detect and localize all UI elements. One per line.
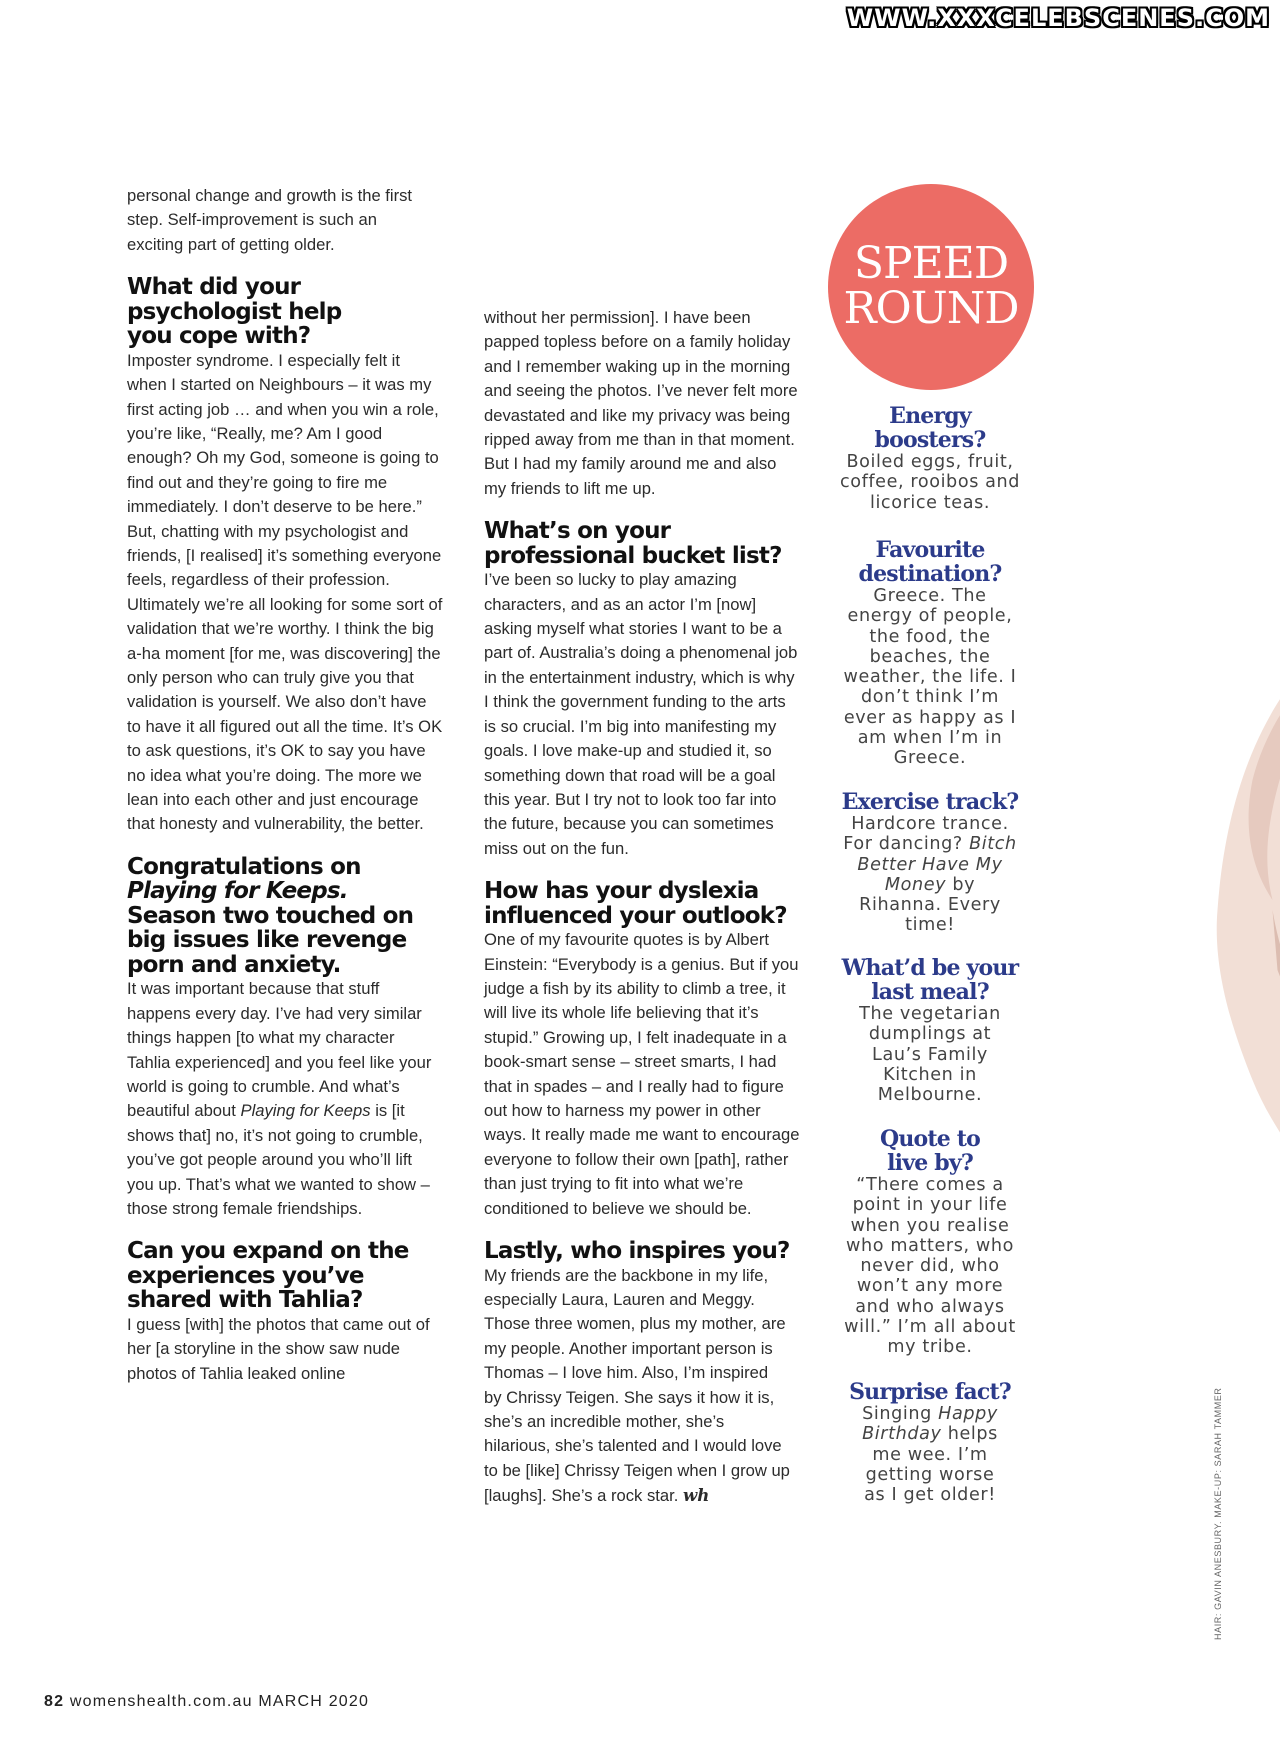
intro-paragraph: personal change and growth is the first step. Self-improvement is such an exciting part of getting older. xyxy=(127,186,413,254)
page-number: 82 xyxy=(44,1693,65,1710)
speed-round-item xyxy=(830,404,1030,513)
photo-credit: HAIR: GAVIN ANESBURY. MAKE-UP: SARAH TAMMER xyxy=(1213,1387,1223,1640)
answer-paragraph: One of my favourite quotes is by Albert Einstein: “Everybody is a genius. But if you judge a fish by its ability to climb a tree, it will live its whole life believing that it’s stupid.” Growing up, I felt inadequate in a book-smart sense – street smarts, I had that in spades – and I really had to figure out how to harness my power in other ways. It really made me want to encourage everyone to follow their own [path], rather than just trying to fit into what we’re conditioned to believe we should be. xyxy=(484,930,800,1218)
speed-round-question: Surprise fact? xyxy=(849,1379,1011,1405)
speed-round-title: ROUND xyxy=(843,283,1019,334)
watermark: WWW.XXXCELEBSCENES.COM xyxy=(846,4,1270,32)
question-heading: What’s on your professional bucket list? xyxy=(484,518,782,569)
question-heading xyxy=(127,855,427,978)
answer-text: Singing xyxy=(862,1404,932,1424)
answer-text: My friends are the backbone in my life, especially Laura, Lauren and Meggy. Those three women, plus my mother, are my people. Another important person is Thomas – I love him. Also, I’m inspired by Chrissy Teigen. She says it how it is, she’s an incredible mother, she’s hilarious, she’s talented and I would love to be [like] Chrissy Teigen when I grow up [laughs]. She’s a rock star. xyxy=(484,1265,790,1506)
answer-paragraph: I’ve been so lucky to play amazing characters, and as an actor I’m [now] asking myself what stories I want to be a part of. Australia’s doing a phenomenal job in the entertainment industry, which is why I think the government funding to the arts is so crucial. I’m big into manifesting my goals. I love make-up and studied it, so something down that road will be a goal this year. But I try not to look too far into the future, because you can sometimes miss out on the fun. xyxy=(484,570,798,858)
answer-text: by Rihanna. Every time! xyxy=(859,874,1001,936)
speed-round-answer: Boiled eggs, fruit, coffee, rooibos and licorice teas. xyxy=(839,452,1021,513)
song-title: Happy Birthday xyxy=(862,1404,998,1445)
question-heading: What did your psychologist help you cope with? xyxy=(127,274,342,350)
speed-round-question: Exercise track? xyxy=(841,789,1019,815)
speed-round-answer: Greece. The energy of people, the food, the beaches, the weather, the life. I don’t think I’m ever as happy as I am when I’m in Greece. xyxy=(843,586,1017,769)
sign-off-logo: wh xyxy=(682,1485,710,1506)
question-heading: Lastly, who inspires you? xyxy=(484,1238,790,1264)
question-heading: How has your dyslexia influenced your outlook? xyxy=(484,878,787,929)
answer-paragraph: without her permission]. I have been papped topless before on a family holiday and I remember waking up in the morning and seeing the photos. I’ve never felt more devastated and like my privacy was being ripped away from me than in that moment. But I had my family around me and also my friends to lift me up. xyxy=(484,308,798,498)
answer-text: It was important because that stuff happens every day. I’ve had very similar things happen [to what my character Tahlia experienced] and you feel like your world is going to crumble. And what’s beautiful about xyxy=(127,979,432,1121)
answer-text: helps me wee. I’m getting worse as I get older! xyxy=(864,1424,998,1506)
speed-round-question: Energy boosters? xyxy=(874,403,986,453)
question-heading: Can you expand on the experiences you’ve shared with Tahlia? xyxy=(127,1238,409,1314)
speed-round-item xyxy=(830,790,1030,936)
answer-paragraph: I guess [with] the photos that came out of her [a storyline in the show saw nude photos of Tahlia leaked online xyxy=(127,1314,430,1383)
song-title: Bitch Better Have My Money xyxy=(857,834,1017,895)
show-title: Playing for Keeps xyxy=(240,1101,371,1121)
answer-text: Hardcore trance. For dancing? xyxy=(843,814,1009,855)
speed-round-question: Quote to live by? xyxy=(879,1126,981,1176)
answer-paragraph xyxy=(484,1264,790,1509)
answer-paragraph xyxy=(127,349,443,837)
answer-text: is [it shows that] no, it’s not going to crumble, you’ve got people around you who’ll lift you up. That’s what we wanted to show – those strong female friendships. xyxy=(127,1101,430,1218)
question-text: Season two touched on big issues like revenge porn and anxiety. xyxy=(127,902,414,978)
answer-paragraph xyxy=(127,977,437,1221)
speed-round-item xyxy=(830,1127,1030,1358)
speed-round-question: What’d be your last meal? xyxy=(841,955,1019,1005)
speed-round-answer: “There comes a point in your life when you realise who matters, who never did, who won’t any more and who always will.” I’m all about my tribe. xyxy=(844,1175,1016,1358)
show-title: Playing for Keeps. xyxy=(127,878,348,905)
article-column-middle xyxy=(484,306,804,1509)
speed-round-item xyxy=(830,1380,1030,1505)
article-column-left xyxy=(127,184,447,1386)
speed-round-title: SPEED xyxy=(853,238,1009,289)
speed-round-answer: The vegetarian dumplings at Lau’s Family Kitchen in Melbourne. xyxy=(859,1004,1001,1106)
speed-round-item xyxy=(830,538,1030,769)
arm-photo xyxy=(1135,610,1280,1210)
speed-round-badge xyxy=(828,184,1034,390)
speed-round-question: Favourite destination? xyxy=(858,537,1002,587)
speed-round-answer xyxy=(842,814,1018,936)
answer-text: Imposter syndrome. I especially felt it when I started on Neighbours – it was my first acting job … and when you win a role, you’re like, “Really, me? Am I good enough? Oh my God, someone is going to find out and they’re going to fire me immediately. I don’t deserve to be here.” But, chatting with my psychologist and friends, [I realised] it’s something everyone feels, regardless of their profession. Ultimately we’re all looking for some sort of validation that we’re worthy. I think the big a-ha moment [for me, was discovering] the only person who can truly give you that validation is yourself. We also don’t have to have it all figured out all the time. It’s OK to ask questions, it’s OK to say you have no idea what you’re doing. The more we lean into each other and just encourage that honesty and vulnerability, the better. xyxy=(127,350,443,834)
speed-round-answer xyxy=(855,1404,1005,1505)
footer-text: womenshealth.com.au MARCH 2020 xyxy=(69,1693,370,1710)
page-footer xyxy=(44,1693,369,1711)
question-text: Congratulations on xyxy=(127,853,361,880)
speed-round-item xyxy=(830,956,1030,1105)
